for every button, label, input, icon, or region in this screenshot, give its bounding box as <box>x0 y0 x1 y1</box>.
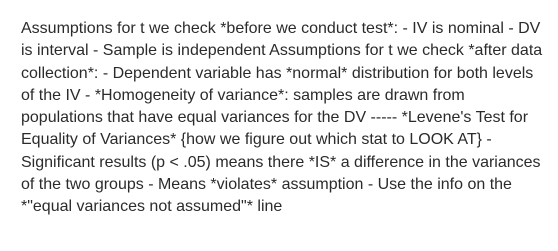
body-text: Assumptions for t we check *before we conduct test*: - IV is nominal - DV is interval - Sample is independent Assumptions for t we check *after data collection*: - Dependent variable has *normal* distribution for both levels of the IV - *Homogeneity of variance*: samples are drawn from populations that have equal variances for the DV ----- *Levene's Test for Equality of Variances* {how we figure out which stat to LOOK AT} - Significant results (p < .05) means there *IS* a difference in the variances of the two groups - Means *violates* assumption - Use the info on the *"equal variances not assumed"* line <box>21 20 543 216</box>
